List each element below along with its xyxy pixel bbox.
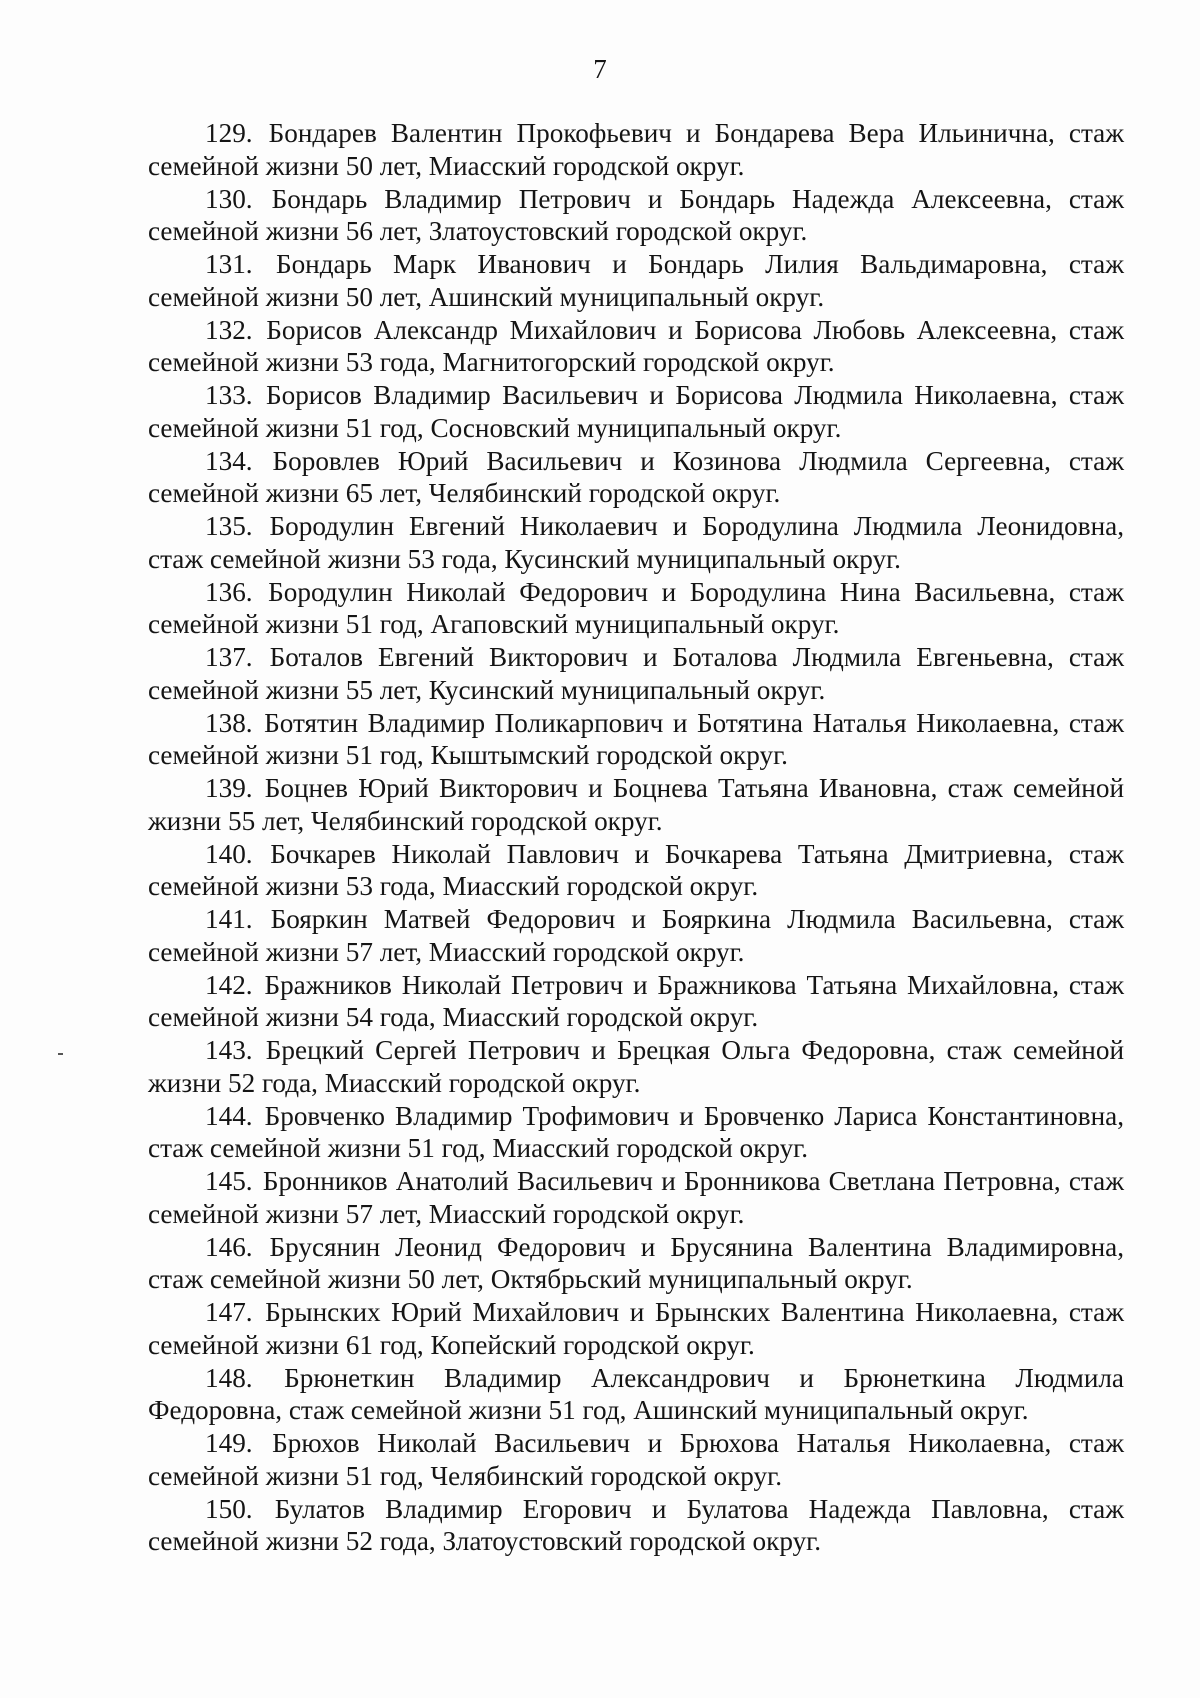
list-item	[148, 445, 1124, 510]
item-text: Бражников Николай Петрович и Бражникова Татьяна Михайловна, стаж семейной жизни 54 года, Миасский городской округ.	[148, 969, 1125, 1032]
item-text: Брюхов Николай Васильевич и Брюхова Наталья Николаевна, стаж семейной жизни 51 год, Челябинский городской округ.	[148, 1428, 1124, 1491]
list-item	[148, 1034, 1124, 1099]
list-item	[148, 903, 1124, 968]
item-text: Бородулин Николай Федорович и Бородулина Нина Васильевна, стаж семейной жизни 51 год, Агаповский муниципальный округ.	[148, 576, 1124, 639]
item-text: Бронников Анатолий Васильевич и Бронникова Светлана Петровна, стаж семейной жизни 57 лет, Миасский городской округ.	[148, 1166, 1125, 1229]
list-item	[148, 641, 1124, 706]
item-text: Бондарь Владимир Петрович и Бондарь Надежда Алексеевна, стаж семейной жизни 56 лет, Златоустовский городской округ.	[148, 183, 1125, 246]
item-text: Бочкарев Николай Павлович и Бочкарева Татьяна Дмитриевна, стаж семейной жизни 53 года, Миасский городской округ.	[148, 838, 1125, 901]
award-list	[148, 117, 1124, 1558]
item-number: 138.	[205, 707, 263, 738]
item-number: 141.	[205, 904, 269, 934]
item-number: 146.	[205, 1231, 268, 1262]
list-item	[148, 969, 1124, 1034]
item-text: Брюнеткин Владимир Александрович и Брюнеткина Людмила Федоровна, стаж семейной жизни 51 год, Ашинский муниципальный округ.	[148, 1362, 1124, 1425]
item-number: 131.	[205, 249, 274, 279]
item-text: Ботятин Владимир Поликарпович и Ботятина Наталья Николаевна, стаж семейной жизни 51 год, Кыштымский городской округ.	[148, 707, 1124, 770]
item-text: Брусянин Леонид Федорович и Брусянина Валентина Владимировна, стаж семейной жизни 50 лет, Октябрьский муниципальный округ.	[148, 1231, 1124, 1294]
item-text: Бондарь Марк Иванович и Бондарь Лилия Вальдимаровна, стаж семейной жизни 50 лет, Ашинский муниципальный округ.	[148, 249, 1125, 312]
item-number: 136.	[205, 576, 267, 607]
list-item	[148, 1362, 1124, 1427]
page-number: 7	[593, 54, 607, 84]
list-item	[148, 510, 1124, 575]
item-text: Боталов Евгений Викторович и Боталова Людмила Евгеньевна, стаж семейной жизни 55 лет, Кусинский муниципальный округ.	[148, 642, 1124, 705]
item-number: 145.	[205, 1166, 261, 1196]
list-item	[148, 314, 1124, 379]
item-text: Брынских Юрий Михайлович и Брынских Валентина Николаевна, стаж семейной жизни 61 год, Копейский городской округ.	[148, 1297, 1125, 1360]
scan-artifact	[58, 1053, 63, 1055]
item-number: 129.	[205, 118, 267, 148]
item-number: 143.	[205, 1035, 264, 1065]
list-item	[148, 248, 1124, 313]
list-item	[148, 1231, 1124, 1296]
item-number: 140.	[205, 838, 269, 869]
item-number: 133.	[205, 380, 264, 410]
item-text: Борисов Александр Михайлович и Борисова Любовь Алексеевна, стаж семейной жизни 53 года, Магнитогорский городской округ.	[148, 314, 1125, 377]
item-number: 137.	[205, 642, 268, 672]
item-number: 148.	[205, 1362, 283, 1393]
item-number: 130.	[205, 183, 270, 214]
item-text: Бородулин Евгений Николаевич и Бородулина Людмила Леонидовна, стаж семейной жизни 53 года, Кусинский муниципальный округ.	[148, 511, 1124, 574]
item-text: Боровлев Юрий Васильевич и Козинова Людмила Сергеевна, стаж семейной жизни 65 лет, Челябинский городской округ.	[148, 445, 1124, 508]
list-item	[148, 772, 1124, 837]
list-item	[148, 1165, 1124, 1230]
item-text: Борисов Владимир Васильевич и Борисова Людмила Николаевна, стаж семейной жизни 51 год, Сосновский муниципальный округ.	[148, 380, 1125, 443]
list-item	[148, 1427, 1124, 1492]
list-item	[148, 1100, 1124, 1165]
item-number: 135.	[205, 511, 268, 541]
item-text: Боцнев Юрий Викторович и Боцнева Татьяна Ивановна, стаж семейной жизни 55 лет, Челябинский городской округ.	[148, 773, 1124, 836]
item-number: 134.	[205, 445, 271, 476]
item-number: 142.	[205, 969, 263, 1000]
item-number: 147.	[205, 1297, 264, 1327]
list-item	[148, 379, 1124, 444]
list-item	[148, 183, 1124, 248]
list-item	[148, 1296, 1124, 1361]
item-number: 132.	[205, 314, 265, 345]
item-text: Булатов Владимир Егорович и Булатова Надежда Павловна, стаж семейной жизни 52 года, Златоустовский городской округ.	[148, 1493, 1125, 1556]
list-item	[148, 117, 1124, 182]
list-item	[148, 1493, 1124, 1558]
list-item	[148, 576, 1124, 641]
item-number: 144.	[205, 1100, 263, 1131]
item-text: Бондарев Валентин Прокофьевич и Бондарева Вера Ильинична, стаж семейной жизни 50 лет, Миасский городской округ.	[148, 118, 1125, 181]
item-number: 149.	[205, 1428, 271, 1458]
item-number: 150.	[205, 1493, 273, 1524]
item-number: 139.	[205, 773, 263, 803]
list-item	[148, 838, 1124, 903]
item-text: Брецкий Сергей Петрович и Брецкая Ольга Федоровна, стаж семейной жизни 52 года, Миасский городской округ.	[148, 1035, 1125, 1098]
list-item	[148, 707, 1124, 772]
item-text: Бояркин Матвей Федорович и Бояркина Людмила Васильевна, стаж семейной жизни 57 лет, Миасский городской округ.	[148, 904, 1125, 967]
item-text: Бровченко Владимир Трофимович и Бровченко Лариса Константиновна, стаж семейной жизни 51 год, Миасский городской округ.	[148, 1100, 1124, 1163]
